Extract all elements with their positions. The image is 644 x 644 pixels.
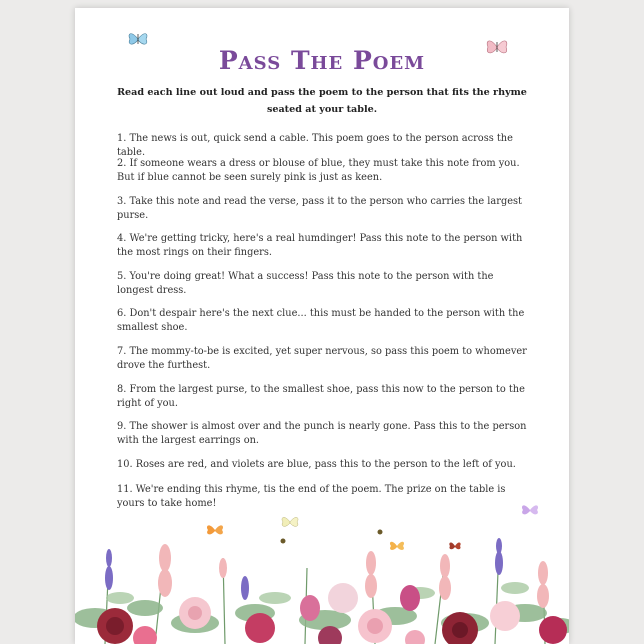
verse-9: 9. The shower is almost over and the punch is nearly gone. Pass this to the person with the largest earrings on. [117, 421, 527, 446]
verse-8: 8. From the largest purse, to the smallest shoe, pass this now to the person to the right of you. [117, 384, 525, 409]
verse-5: 5. You're doing great! What a success! Pass this note to the person with the longest dress. [117, 271, 494, 296]
poem-sheet [75, 8, 569, 644]
verse-7: 7. The mommy-to-be is excited, yet super nervous, so pass this poem to whomever drove the furthest. [117, 346, 527, 371]
flower-border [75, 448, 569, 644]
verse-11: 11. We're ending this rhyme, tis the end of the poem. The prize on the table is yours to take home! [117, 484, 506, 509]
verse-3: 3. Take this note and read the verse, pass it to the person who carries the largest purse. [117, 196, 522, 221]
verse-6: 6. Don't despair here's the next clue... this must be handed to the person with the smallest shoe. [117, 308, 525, 333]
butterfly-icon [390, 542, 404, 550]
butterfly-icon [522, 505, 538, 514]
butterfly-icon [449, 543, 460, 550]
instructions: Read each line out loud and pass the poem to the person that fits the rhyme seated at your table. [117, 87, 527, 115]
verse-4: 4. We're getting tricky, here's a real humdinger! Pass this note to the person with the most rings on their fingers. [117, 233, 523, 258]
verse-1: 1. The news is out, quick send a cable. This poem goes to the person across the table. [117, 133, 513, 158]
verse-2: 2. If someone wears a dress or blouse of blue, they must take this note from you. But if blue cannot be seen surely pink is just as keen. [117, 158, 520, 183]
butterfly-icon [207, 525, 223, 534]
verse-10: 10. Roses are red, and violets are blue, pass this to the person to the left of you. [117, 459, 516, 470]
page-title: Pass The Poem [218, 46, 426, 75]
butterfly-icon [282, 517, 298, 526]
